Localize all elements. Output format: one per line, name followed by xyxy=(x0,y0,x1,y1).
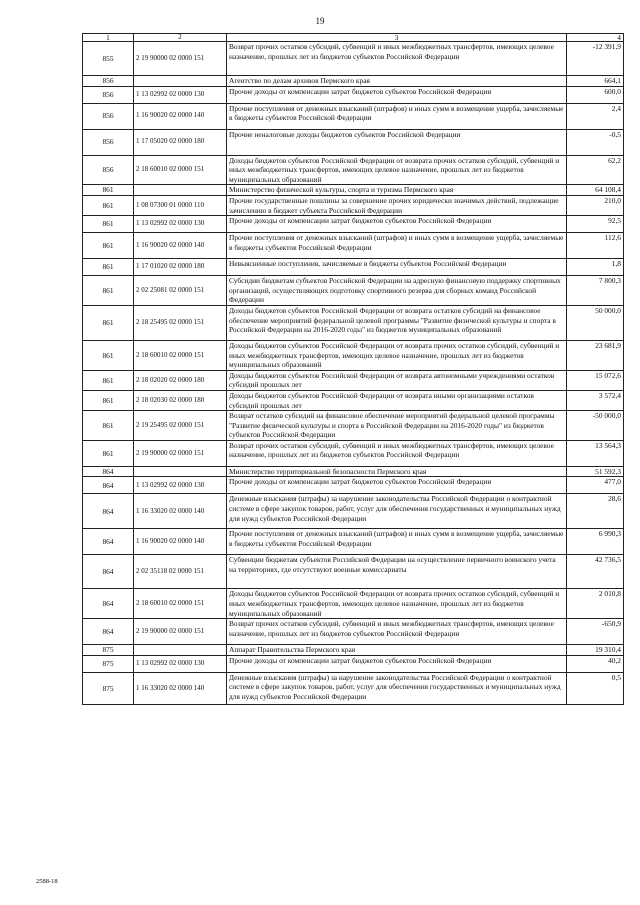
classification-code-cell: 1 16 33020 02 0000 140 xyxy=(134,672,227,704)
amount-cell: 3 572,4 xyxy=(567,390,624,410)
column-header-3: 3 xyxy=(227,34,567,42)
table-row xyxy=(83,305,624,340)
classification-code-cell: 1 16 33020 02 0000 140 xyxy=(134,494,227,529)
description-cell: Прочие доходы от компенсации затрат бюджетов субъектов Российской Федерации xyxy=(227,655,567,672)
amount-cell: 64 108,4 xyxy=(567,185,624,196)
amount-cell: 2,4 xyxy=(567,103,624,129)
classification-code-cell: 1 17 05020 02 0000 180 xyxy=(134,129,227,155)
column-header-2: 2 xyxy=(134,34,227,42)
classification-code-cell: 1 13 02992 02 0000 130 xyxy=(134,86,227,103)
description-cell: Прочие поступления от денежных взысканий (штрафов) и иных сумм в возмещение ущерба, зачисляемые в бюджеты субъектов Российской Федерации xyxy=(227,529,567,555)
table-row xyxy=(83,645,624,656)
table-row xyxy=(83,276,624,306)
table-row xyxy=(83,494,624,529)
classification-code-cell: 1 16 90020 02 0000 140 xyxy=(134,233,227,259)
amount-cell: 92,5 xyxy=(567,216,624,233)
description-cell: Министерство территориальной безопасности Пермского края xyxy=(227,466,567,477)
description-cell: Прочие доходы от компенсации затрат бюджетов субъектов Российской Федерации xyxy=(227,477,567,494)
classification-code-cell: 2 19 90000 02 0000 151 xyxy=(134,42,227,76)
code-cell: 861 xyxy=(83,370,134,390)
description-cell: Субсидии бюджетам субъектов Российской Федерации на адресную финансовую поддержку спортивных организаций, осуществляющих подготовку спортивного резерва для сборных команд Российской Федерации xyxy=(227,276,567,306)
table-row xyxy=(83,233,624,259)
classification-code-cell: 2 19 90000 02 0000 151 xyxy=(134,440,227,466)
description-cell: Возврат прочих остатков субсидий, субвенций и иных межбюджетных трансфертов, имеющих целевое назначение, прошлых лет из бюджетов субъектов Российской Федерации xyxy=(227,440,567,466)
amount-cell: 600,0 xyxy=(567,86,624,103)
description-cell: Прочие неналоговые доходы бюджетов субъектов Российской Федерации xyxy=(227,129,567,155)
description-cell: Возврат остатков субсидий на финансовое обеспечение мероприятий федеральной целевой программы "Развитие физической культуры и спорта в Российской Федерации на 2016-2020 годы" из бюджетов субъектов Российской Федерации xyxy=(227,411,567,441)
code-cell: 875 xyxy=(83,645,134,656)
classification-code-cell: 1 13 02992 02 0000 130 xyxy=(134,216,227,233)
classification-code-cell xyxy=(134,645,227,656)
code-cell: 861 xyxy=(83,195,134,215)
table-row xyxy=(83,340,624,370)
amount-cell: 19 310,4 xyxy=(567,645,624,656)
description-cell: Министерство физической культуры, спорта и туризма Пермского края xyxy=(227,185,567,196)
table-row xyxy=(83,129,624,155)
code-cell: 864 xyxy=(83,529,134,555)
amount-cell: 50 000,0 xyxy=(567,305,624,340)
table-row xyxy=(83,655,624,672)
table-row xyxy=(83,42,624,76)
description-cell: Доходы бюджетов субъектов Российской Федерации от возврата остатков субсидий на финансовое обеспечение мероприятий федеральной целевой программы "Развитие физической культуры и спорта в Российской Федерации на 2016-2020 годы" из бюджетов муниципальных образований xyxy=(227,305,567,340)
table-row xyxy=(83,589,624,619)
code-cell: 864 xyxy=(83,466,134,477)
code-cell: 856 xyxy=(83,155,134,185)
code-cell: 864 xyxy=(83,589,134,619)
amount-cell: 112,6 xyxy=(567,233,624,259)
code-cell: 861 xyxy=(83,411,134,441)
amount-cell: 23 681,9 xyxy=(567,340,624,370)
table-row xyxy=(83,86,624,103)
classification-code-cell: 1 16 90020 02 0000 140 xyxy=(134,529,227,555)
code-cell: 875 xyxy=(83,672,134,704)
amount-cell: -50 000,0 xyxy=(567,411,624,441)
code-cell: 856 xyxy=(83,103,134,129)
code-cell: 856 xyxy=(83,86,134,103)
amount-cell: 28,6 xyxy=(567,494,624,529)
column-header-4: 4 xyxy=(567,34,624,42)
table-row xyxy=(83,216,624,233)
classification-code-cell: 2 18 60010 02 0000 151 xyxy=(134,155,227,185)
table-row xyxy=(83,390,624,410)
table-row xyxy=(83,195,624,215)
amount-cell: -12 391,9 xyxy=(567,42,624,76)
description-cell: Доходы бюджетов субъектов Российской Федерации от возврата прочих остатков субсидий, субвенций и иных межбюджетных трансфертов, имеющих целевое назначение, прошлых лет из бюджетов муниципальных образований xyxy=(227,589,567,619)
footer-code: 2588-18 xyxy=(36,878,58,885)
amount-cell: 664,1 xyxy=(567,76,624,87)
code-cell: 856 xyxy=(83,76,134,87)
amount-cell: 7 800,3 xyxy=(567,276,624,306)
amount-cell: 1,8 xyxy=(567,259,624,276)
code-cell: 861 xyxy=(83,390,134,410)
classification-code-cell: 2 02 25081 02 0000 151 xyxy=(134,276,227,306)
classification-code-cell xyxy=(134,466,227,477)
code-cell: 856 xyxy=(83,129,134,155)
classification-code-cell: 2 18 60010 02 0000 151 xyxy=(134,340,227,370)
classification-code-cell: 1 17 01020 02 0000 180 xyxy=(134,259,227,276)
amount-cell: 6 990,3 xyxy=(567,529,624,555)
code-cell: 864 xyxy=(83,619,134,645)
classification-code-cell: 2 19 25495 02 0000 151 xyxy=(134,411,227,441)
description-cell: Прочие поступления от денежных взысканий (штрафов) и иных сумм в возмещение ущерба, зачисляемые в бюджеты субъектов Российской Федерации xyxy=(227,103,567,129)
amount-cell: 477,0 xyxy=(567,477,624,494)
amount-cell: 40,2 xyxy=(567,655,624,672)
code-cell: 861 xyxy=(83,216,134,233)
code-cell: 861 xyxy=(83,259,134,276)
table-row xyxy=(83,185,624,196)
code-cell: 864 xyxy=(83,477,134,494)
description-cell: Прочие доходы от компенсации затрат бюджетов субъектов Российской Федерации xyxy=(227,216,567,233)
code-cell: 864 xyxy=(83,494,134,529)
table-row xyxy=(83,672,624,704)
classification-code-cell: 2 18 02020 02 0000 180 xyxy=(134,370,227,390)
description-cell: Аппарат Правительства Пермского края xyxy=(227,645,567,656)
classification-code-cell: 1 08 07300 01 0000 110 xyxy=(134,195,227,215)
description-cell: Денежные взыскания (штрафы) за нарушение законодательства Российской Федерации о контрактной системе в сфере закупок товаров, работ, услуг для обеспечения государственных и муниципальных нужд для нужд субъектов Российской Федерации xyxy=(227,494,567,529)
classification-code-cell: 2 19 90000 02 0000 151 xyxy=(134,619,227,645)
description-cell: Агентство по делам архивов Пермского края xyxy=(227,76,567,87)
table-row xyxy=(83,529,624,555)
code-cell: 864 xyxy=(83,555,134,589)
code-cell: 861 xyxy=(83,276,134,306)
table-row xyxy=(83,103,624,129)
description-cell: Прочие доходы от компенсации затрат бюджетов субъектов Российской Федерации xyxy=(227,86,567,103)
amount-cell: 2 010,8 xyxy=(567,589,624,619)
table-row xyxy=(83,155,624,185)
amount-cell: -0,5 xyxy=(567,129,624,155)
classification-code-cell: 2 18 25495 02 0000 151 xyxy=(134,305,227,340)
code-cell: 875 xyxy=(83,655,134,672)
amount-cell: 210,0 xyxy=(567,195,624,215)
description-cell: Субвенции бюджетам субъектов Российской Федерации на осуществление первичного воинского учета на территориях, где отсутствуют военные комиссариаты xyxy=(227,555,567,589)
table-row xyxy=(83,619,624,645)
amount-cell: 15 072,6 xyxy=(567,370,624,390)
description-cell: Невыясненные поступления, зачисляемые в бюджеты субъектов Российской Федерации xyxy=(227,259,567,276)
classification-code-cell: 2 18 02030 02 0000 180 xyxy=(134,390,227,410)
classification-code-cell: 1 13 02992 02 0000 130 xyxy=(134,655,227,672)
classification-code-cell: 2 18 60010 02 0000 151 xyxy=(134,589,227,619)
code-cell: 861 xyxy=(83,305,134,340)
amount-cell: 0,5 xyxy=(567,672,624,704)
description-cell: Доходы бюджетов субъектов Российской Федерации от возврата иными организациями остатков субсидий прошлых лет xyxy=(227,390,567,410)
code-cell: 861 xyxy=(83,440,134,466)
code-cell: 861 xyxy=(83,340,134,370)
amount-cell: 62,2 xyxy=(567,155,624,185)
table-row xyxy=(83,440,624,466)
table-row xyxy=(83,76,624,87)
table-row xyxy=(83,555,624,589)
code-cell: 861 xyxy=(83,185,134,196)
description-cell: Доходы бюджетов субъектов Российской Федерации от возврата прочих остатков субсидий, субвенций и иных межбюджетных трансфертов, имеющих целевое назначение, прошлых лет из бюджетов муниципальных образований xyxy=(227,340,567,370)
table-row xyxy=(83,259,624,276)
revenue-table xyxy=(82,33,624,705)
description-cell: Возврат прочих остатков субсидий, субвенций и иных межбюджетных трансфертов, имеющих целевое назначение, прошлых лет из бюджетов субъектов Российской Федерации xyxy=(227,42,567,76)
classification-code-cell: 1 13 02992 02 0000 130 xyxy=(134,477,227,494)
description-cell: Доходы бюджетов субъектов Российской Федерации от возврата автономными учреждениями остатков субсидий прошлых лет xyxy=(227,370,567,390)
classification-code-cell xyxy=(134,185,227,196)
description-cell: Денежные взыскания (штрафы) за нарушение законодательства Российской Федерации о контрактной системе в сфере закупок товаров, работ, услуг для обеспечения государственных и муниципальных нужд для нужд субъектов Российской Федерации xyxy=(227,672,567,704)
table-row xyxy=(83,477,624,494)
classification-code-cell: 2 02 35118 02 0000 151 xyxy=(134,555,227,589)
page-number: 19 xyxy=(315,16,325,26)
table-header-row xyxy=(83,34,624,42)
description-cell: Прочие государственные пошлины за совершение прочих юридически значимых действий, подлежащие зачислению в бюджет субъекта Российской Федерации xyxy=(227,195,567,215)
code-cell: 855 xyxy=(83,42,134,76)
code-cell: 861 xyxy=(83,233,134,259)
column-header-1: 1 xyxy=(83,34,134,42)
description-cell: Возврат прочих остатков субсидий, субвенций и иных межбюджетных трансфертов, имеющих целевое назначение, прошлых лет из бюджетов субъектов Российской Федерации xyxy=(227,619,567,645)
table-row xyxy=(83,411,624,441)
amount-cell: 13 564,3 xyxy=(567,440,624,466)
amount-cell: 42 736,5 xyxy=(567,555,624,589)
table-row xyxy=(83,370,624,390)
amount-cell: 51 592,3 xyxy=(567,466,624,477)
description-cell: Доходы бюджетов субъектов Российской Федерации от возврата прочих остатков субсидий, субвенций и иных межбюджетных трансфертов, имеющих целевое назначение, прошлых лет из бюджетов муниципальных образований xyxy=(227,155,567,185)
classification-code-cell xyxy=(134,76,227,87)
description-cell: Прочие поступления от денежных взысканий (штрафов) и иных сумм в возмещение ущерба, зачисляемые в бюджеты субъектов Российской Федерации xyxy=(227,233,567,259)
classification-code-cell: 1 16 90020 02 0000 140 xyxy=(134,103,227,129)
table-row xyxy=(83,466,624,477)
amount-cell: -650,9 xyxy=(567,619,624,645)
